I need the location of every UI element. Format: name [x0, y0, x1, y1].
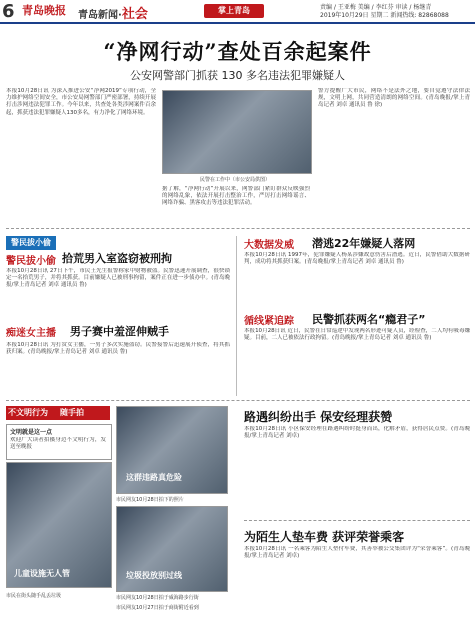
date-line: 2019年10月29日 星期二 新闻热线: 82868088 [320, 12, 449, 19]
sidebar-title-b: 随手拍 [60, 408, 84, 417]
sidebar-title-a: 不文明行为 [8, 408, 48, 417]
section-divider [6, 228, 470, 229]
sidebar-caption-1: 市民在街头随手乱丢垃圾 [6, 593, 62, 599]
main-photo [162, 90, 312, 174]
main-body-col2: 据了解，“净网行动”开展以来，网警部门紧盯群众反映强烈的网络乱象，依法开展打击整治工作，严厉打击网络谣言、网络诈骗、黑客攻击等违法犯罪活动。 [162, 186, 310, 207]
main-subhead: 公安网警部门抓获 130 多名违法犯罪嫌疑人 [130, 69, 345, 82]
section-title [78, 3, 148, 22]
main-headline: “净网行动”查处百余起案件 [103, 39, 372, 64]
story2-body: 本报10月28日讯 为打赏女主播，一男子多次实施盗窃。民警接警后迅速展开侦查，将其抓获归案。(青岛晚报/掌上青岛记者 刘卓 通讯员 鲁) [6, 342, 230, 356]
sidebar-caption-3: 市民网友10月28日拍于威海路步行街 [116, 595, 199, 601]
story4-body: 本报10月28日讯 近日，民警在日常巡逻中发现两名形迹可疑人员，经检查，二人均有吸毒嫌疑。目前，二人已被依法行政拘留。(青岛晚报/掌上青岛记者 刘卓 通讯员 鲁) [244, 328, 470, 342]
main-body-col1: 本报10月28日讯 为深入推进公安“净网2019”专项行动，全力维护网络空间安全，市公安局网警部门严密部署，持续开展打击涉网违法犯罪工作。今年以来，共查处各类涉网案件百余起，抓获违法犯罪嫌疑人130多名，有力净化了网络环境。 [6, 88, 156, 116]
story3-title: 潜逃22年嫌疑人落网 [312, 237, 416, 250]
story1-body: 本报10月28日讯 27日下午，市民王先生报警称家中财物被盗。民警迅速开展调查，很快锁定一名拾荒男子，并将其抓获。目前嫌疑人已被刑事拘留，案件正在进一步侦办中。(青岛晚报/掌上青岛记者 刘卓 通讯员 鲁) [6, 268, 230, 289]
story3-body: 本报10月28日讯 1997年，犯罪嫌疑人杨某涉嫌故意伤害后潜逃。近日，民警借助大数据研判，成功将其抓获归案。(青岛晚报/掌上青岛记者 刘卓 通讯员 鲁) [244, 252, 470, 266]
header-rule [0, 22, 475, 24]
overlay-1: 这群违路真危险 [126, 473, 182, 482]
app-logo: 掌上青岛 [204, 4, 264, 18]
story4-tag: 循线紧追踪 [244, 316, 294, 327]
overlay-3: 垃圾投放别过线 [126, 571, 182, 580]
story4-title: 民警抓获两名“瘾君子” [312, 313, 426, 326]
story5-body: 本报10月28日讯 小区保安经理在路遇纠纷时挺身而出，化解矛盾，获得居民点赞。(青岛晚报/掌上青岛记者 刘卓) [244, 426, 470, 440]
photo-caption: 民警在工作中（市公安局供图） [200, 177, 271, 183]
story5-title: 路遇纠纷出手 保安经理获赞 [244, 410, 393, 424]
main-body-col3: 警方提醒广大市民，网络不是法外之地，要自觉遵守法律法规，文明上网，共同营造清朗的网络空间。(青岛晚报/掌上青岛记者 刘卓 通讯员 鲁 徐) [318, 88, 470, 109]
editors-line: 责编 / 王亚梅 美编 / 李红芬 审读 / 杨继青 [320, 4, 432, 11]
story1-tag: 警民拔小偷 [6, 236, 56, 250]
section-divider-2 [6, 400, 470, 401]
story1-title: 拾荒男入室盗窃被刑拘 [62, 252, 172, 265]
story2-tag: 痴迷女主播 [6, 328, 56, 339]
sidebar-box-heading: 文明就是这一点 [10, 429, 53, 436]
section-name: 社会 [121, 7, 148, 22]
sidebar-caption-4: 市民网友10月27日拍于商街附近看到 [116, 605, 199, 611]
story6-body: 本报10月28日讯 一名乘客为陌生人垫付车费，其善举被公交集团评为“荣誉乘客”。(青岛晚报/掌上青岛记者 刘卓) [244, 546, 470, 560]
story1-tag-red: 警民拔小偷 [6, 256, 56, 267]
column-divider [236, 236, 237, 396]
paper-logo: 青岛晚报 [22, 4, 66, 17]
overlay-2: 儿童设施无人管 [14, 569, 70, 578]
section-prefix: 青岛新闻· [78, 10, 122, 21]
sidebar-box-hint: 欢迎广大读者拍摄身边不文明行为，发送至晚报 [10, 437, 106, 451]
sidebar-caption-2: 市民网友10月28日拍下的照片 [116, 497, 184, 503]
page-number: 6 [2, 1, 15, 22]
story2-title: 男子赛中羞涩伸贼手 [70, 325, 169, 338]
story6-title: 为陌生人垫车费 获评荣誉乘客 [244, 530, 405, 544]
story3-tag: 大数据发威 [244, 240, 294, 251]
section-divider-3 [244, 520, 470, 521]
